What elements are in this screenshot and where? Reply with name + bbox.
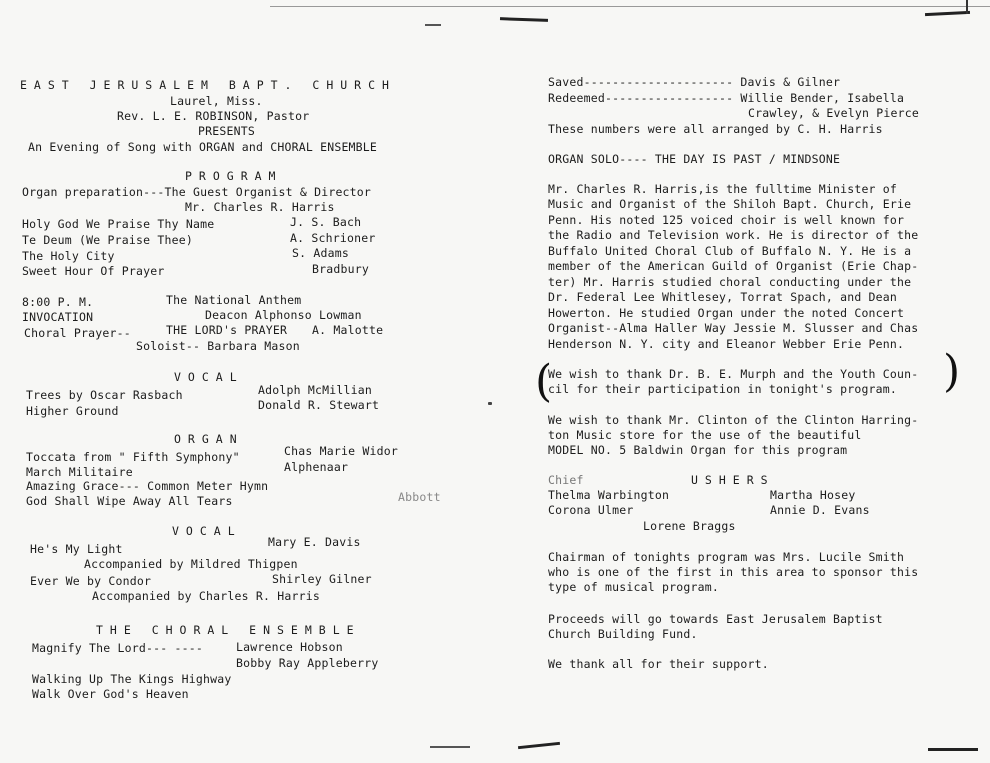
bio-line: Henderson N. Y. city and Eleanor Webber Erie Penn. (548, 337, 905, 351)
god-shall-note: Abbott (398, 490, 441, 504)
bio-line: Dr. Federal Lee Whitlesey, Torrat Spach, and Dean (548, 290, 898, 304)
vocal-performer: Donald R. Stewart (258, 398, 380, 412)
ushers-heading: USHERS (691, 473, 775, 487)
bio-line: ter) Mr. Harris studied choral conducting under the (548, 275, 912, 289)
organ-piece-title: The Holy City (22, 249, 115, 263)
bio-line: Music and Organist of the Shiloh Bapt. Church, Erie (548, 197, 912, 211)
thanks-line: We wish to thank Dr. B. E. Murph and the Youth Coun- (548, 367, 919, 381)
ensemble-performer: Lawrence Hobson (236, 640, 343, 654)
ensemble-song: Walking Up The Kings Highway (32, 672, 232, 686)
vocal-performer: Shirley Gilner (272, 572, 372, 586)
redeemed-line: Redeemed------------------ Willie Bender, Isabella (548, 91, 905, 105)
organ-piece-composer: Bradbury (312, 262, 369, 276)
bio-line: Penn. His noted 125 voiced choir is well known for (548, 213, 905, 227)
vocal-accompanist: Accompanied by Mildred Thigpen (84, 557, 298, 571)
god-shall-line: God Shall Wipe Away All Tears (26, 494, 233, 508)
redeemed-names: Crawley, & Evelyn Pierce (748, 106, 919, 120)
usher-prefix: Chief (548, 473, 584, 487)
bio-line: Organist--Alma Haller Way Jessie M. Slusser and Chas (548, 321, 919, 335)
vocal-heading: VOCAL (174, 370, 244, 384)
vocal-song: Higher Ground (26, 404, 119, 418)
thanks-line: ton Music store for the use of the beautiful (548, 428, 862, 442)
invocation-name: Deacon Alphonso Lowman (205, 308, 362, 322)
closing-line: We thank all for their support. (548, 657, 769, 671)
vocal-performer: Mary E. Davis (268, 535, 361, 549)
evening-title: An Evening of Song with ORGAN and CHORAL ENSEMBLE (28, 140, 378, 154)
vocal-performer: Adolph McMillian (258, 383, 372, 397)
organ-piece-title: Sweet Hour Of Prayer (22, 264, 165, 278)
organ-piece-composer: A. Schrioner (290, 231, 376, 245)
left-bracket-mark: ( (535, 356, 553, 407)
toccata-composer: Chas Marie Widor (284, 444, 398, 458)
chairman-line: Chairman of tonights program was Mrs. Lucile Smith (548, 550, 905, 564)
amazing-grace-line: Amazing Grace--- Common Meter Hymn (26, 479, 269, 493)
choral-prayer-title: THE LORD's PRAYER (166, 323, 288, 337)
invocation-label: INVOCATION (22, 310, 94, 324)
march-composer: Alphenaar (284, 460, 349, 474)
organ-piece-composer: S. Adams (292, 246, 349, 260)
national-anthem: The National Anthem (166, 293, 302, 307)
organ-prep-name: Mr. Charles R. Harris (185, 200, 335, 214)
church-name: EAST JERUSALEM BAPT. CHURCH (20, 78, 396, 92)
usher-name: Martha Hosey (770, 488, 856, 502)
organ-solo-line: ORGAN SOLO---- THE DAY IS PAST / MINDSONE (548, 152, 841, 166)
vocal-heading-2: VOCAL (172, 524, 242, 538)
program-time: 8:00 P. M. (22, 295, 94, 309)
vocal-accompanist: Accompanied by Charles R. Harris (92, 589, 320, 603)
choral-prayer-composer: A. Malotte (312, 323, 384, 337)
bio-line: member of the American Guild of Organist (Erie Chap- (548, 259, 919, 273)
proceeds-line: Proceeds will go towards East Jerusalem Baptist (548, 612, 883, 626)
thanks-line: We wish to thank Mr. Clinton of the Clinton Harring- (548, 413, 919, 427)
organ-heading: ORGAN (174, 432, 244, 446)
bio-line: Buffalo United Choral Club of Buffalo N. Y. He is a (548, 244, 912, 258)
ensemble-performer: Bobby Ray Appleberry (236, 656, 379, 670)
bio-line: Mr. Charles R. Harris,is the fulltime Minister of (548, 182, 898, 196)
organ-piece-title: Te Deum (We Praise Thee) (22, 233, 193, 247)
proceeds-line: Church Building Fund. (548, 627, 698, 641)
ensemble-heading: THE CHORAL ENSEMBLE (96, 623, 361, 637)
choral-prayer-label: Choral Prayer-- (24, 326, 131, 340)
organ-piece-title: Holy God We Praise Thy Name (22, 217, 215, 231)
program-heading: PROGRAM (185, 169, 283, 183)
soloist-line: Soloist-- Barbara Mason (136, 339, 300, 353)
toccata-line: Toccata from " Fifth Symphony" (26, 450, 240, 464)
church-location: Laurel, Miss. (170, 94, 263, 108)
pastor-line: Rev. L. E. ROBINSON, Pastor (117, 109, 310, 123)
arranged-line: These numbers were all arranged by C. H. Harris (548, 122, 883, 136)
ensemble-song: Walk Over God's Heaven (32, 687, 189, 701)
ensemble-song: Magnify The Lord--- ---- (32, 641, 203, 655)
bio-line: the Radio and Television work. He is director of the (548, 228, 919, 242)
organ-prep-line: Organ preparation---The Guest Organist & Director (22, 185, 372, 199)
vocal-song: He's My Light (30, 542, 123, 556)
march-line: March Militaire (26, 465, 133, 479)
vocal-song: Trees by Oscar Rasbach (26, 388, 183, 402)
presents-line: PRESENTS (198, 124, 255, 138)
thanks-line: cil for their participation in tonight's program. (548, 382, 898, 396)
right-bracket-mark: ) (943, 346, 961, 397)
usher-name: Thelma Warbington (548, 488, 670, 502)
usher-name: Annie D. Evans (770, 503, 870, 517)
thanks-line: MODEL NO. 5 Baldwin Organ for this program (548, 443, 848, 457)
saved-line: Saved--------------------- Davis & Gilner (548, 75, 841, 89)
bio-line: Howerton. He studied Organ under the noted Concert (548, 306, 905, 320)
chairman-line: type of musical program. (548, 580, 719, 594)
chairman-line: who is one of the first in this area to sponsor this (548, 565, 919, 579)
usher-name: Lorene Braggs (643, 519, 736, 533)
organ-piece-composer: J. S. Bach (290, 215, 362, 229)
usher-name: Corona Ulmer (548, 503, 634, 517)
vocal-song: Ever We by Condor (30, 574, 152, 588)
program-right-page (495, 0, 990, 763)
